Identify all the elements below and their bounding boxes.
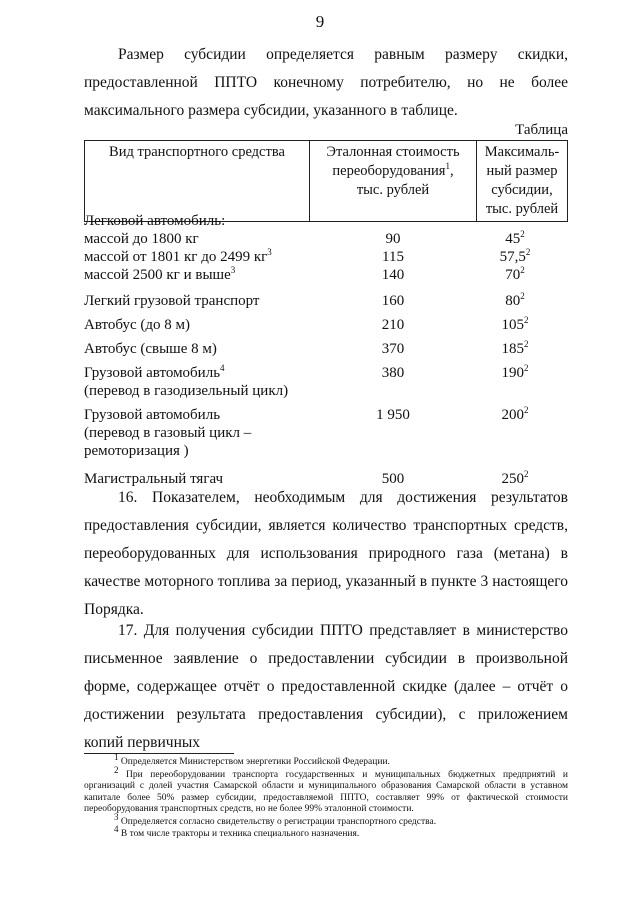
table-row-bus-large [84,340,568,358]
table-row-light-truck [84,292,568,310]
header-col2-line1: Эталонная стоимость [326,144,460,160]
header-col3-line1: Максималь- [484,144,560,160]
header-col2-line3: тыс. рублей [356,182,430,198]
row-cost: 380 [381,365,405,381]
row-max: $200^2$ [501,405,529,423]
paragraph-17 [84,617,568,757]
row-name: Грузовой автомобиль [84,407,221,423]
row-name: Автобус (свыше 8 м) [84,341,217,357]
row-name: Автобус (до 8 м) [84,317,190,333]
row-max: $105^2$ [501,315,529,333]
footnote-ref: 3 [230,265,236,275]
row-max: 57,5$^2$ [499,247,531,265]
table-row-truck-gas [84,406,568,460]
page-number: 9 [315,12,325,31]
row-cost: 115 [382,249,404,265]
row-name-cont: (перевод в газовый цикл – [84,425,252,441]
header-col1-text: Вид транспортного средства [109,144,285,160]
header-max-subsidy [477,141,568,222]
row-max: $70^2$ [505,265,525,283]
intro-text: Размер субсидии определяется равным размеру скидки, предоставленной ППТО конечному потребителю, но не более максимального размера субсидии, указанного в таблице. [84,46,568,119]
header-col3-line3: субсидии, [491,182,553,198]
footnote-4: $^4$ В том числе тракторы и техника специального назначения. [114,824,360,840]
row-name: массой 2500 кг и выше [84,267,231,283]
table-caption: Таблица [515,122,568,138]
row-max: $45^2$ [505,229,525,247]
footnote-1: $^1$ Определяется Министерством энергетики Российской Федерации. [114,752,390,768]
footnotes [84,752,568,842]
row-cost: 90 [385,231,401,247]
paragraph-16-text: 16. Показателем, необходимым для достижения результатов предоставления субсидии, является количество транспортных средств, переоборудованных для использования природного газа (метана) в качестве моторного топлива за период, указанный в пункте 3 настоящего Порядка. [84,489,568,618]
footnote-2: $^2$ При переоборудовании транспорта государственных и муниципальных бюджетных предприятий и организаций с долей участия Самарской области и муниципального образования Самарской области в уставном капитале более 50% размер субсидии, предоставляемой ППТО, составляет 99% от фактической стоимости переоборудования транспортных средств, но не более 99% эталонной стоимости. [84,764,568,815]
row-name-cont: (перевод в газодизельный цикл) [84,383,289,399]
row-max: $190^2$ [501,363,529,381]
header-col2-line2: переоборудования [332,163,446,179]
footnote-ref: 3 [267,247,272,257]
table-row-bus-small [84,316,568,334]
footnote-3: $^3$ Определяется согласно свидетельству о регистрации транспортного средства. [114,811,437,827]
row-cost: 370 [381,341,405,357]
intro-paragraph [84,41,568,125]
table-header [84,140,568,222]
row-max: $250^2$ [501,469,529,487]
table-row-truck-dual-fuel [84,364,568,400]
row-name: массой от 1801 кг до 2499 кг [84,249,268,265]
header-reference-cost: Эталонная стоимость переоборудования$^1$, тыс. рублей [310,141,477,222]
row-max: $185^2$ [501,339,529,357]
paragraph-16 [84,484,568,624]
row-max: $80^2$ [505,291,525,309]
row-cost: 210 [381,317,405,333]
row-name-cont: ремоторизация ) [84,443,189,459]
row-cost: 1 950 [376,407,410,423]
paragraph-17-text: 17. Для получения субсидии ППТО представляет в министерство письменное заявление о предоставлении субсидии в произвольной форме, содержащее отчёт о предоставленной скидке (далее – отчёт о достижении результата предоставления субсидии), с приложением копий первичных [84,622,568,751]
row-cost: 500 [381,471,405,487]
header-vehicle-type [85,141,310,222]
header-col3-line4: тыс. рублей [485,201,559,217]
footnote-separator [84,753,234,754]
row-name: Грузовой автомобиль [84,365,221,381]
row-name: Магистральный тягач [84,471,224,487]
footnote-ref: 4 [220,363,225,373]
row-name: массой до 1800 кг [84,231,199,247]
table-body [84,212,568,488]
header-col3-line2: ный размер [486,163,558,179]
row-cost: 140 [381,267,405,283]
row-name: Легковой автомобиль: [84,213,226,229]
footnote-ref: 1 [445,161,450,172]
row-name: Легкий грузовой транспорт [84,293,260,309]
table-row-passenger [84,212,568,284]
row-cost: 160 [381,293,405,309]
